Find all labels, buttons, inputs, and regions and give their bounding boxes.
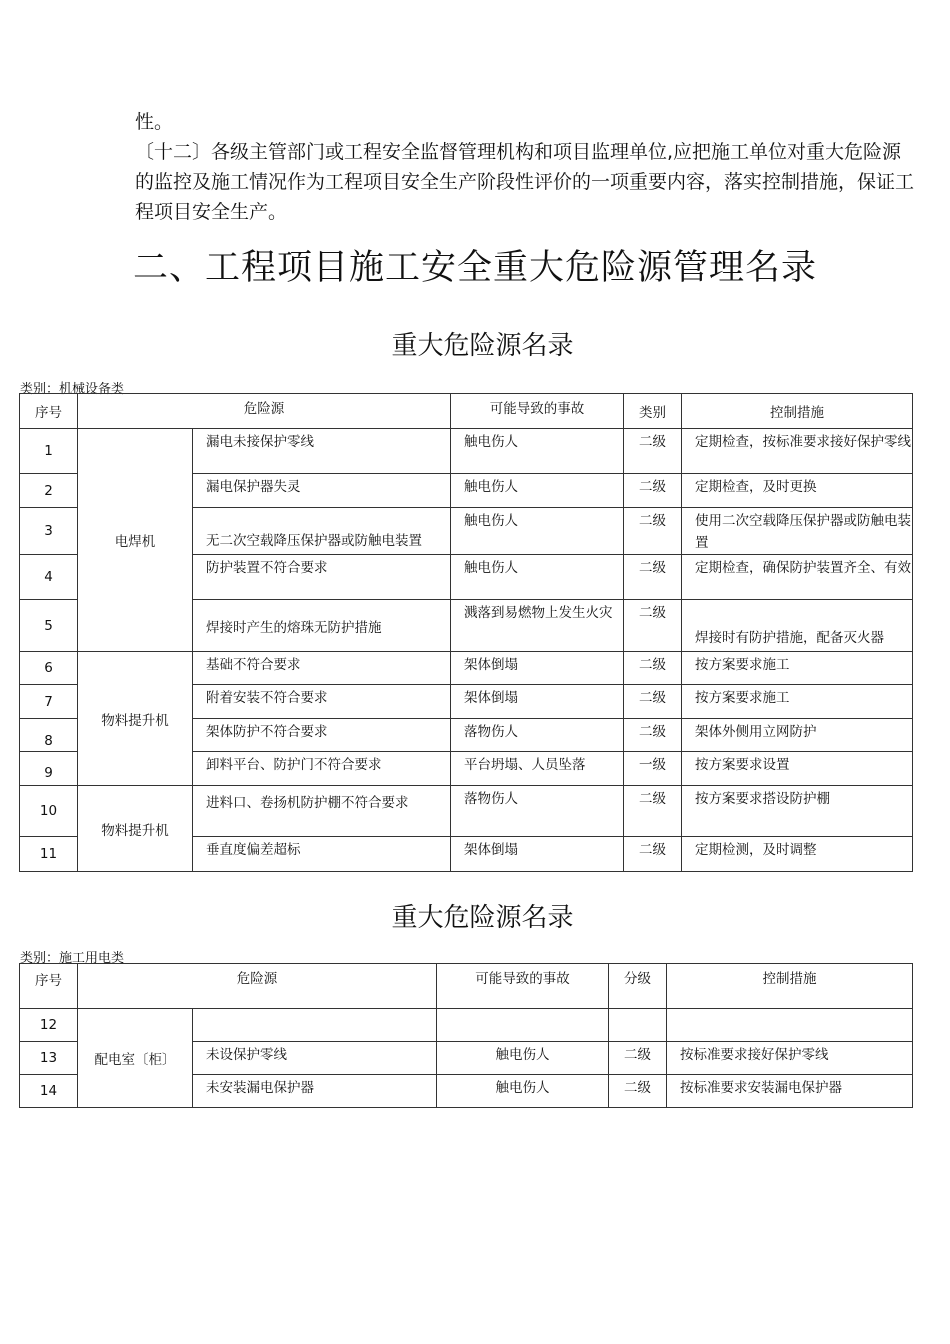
row-no: 2 [20, 474, 78, 508]
header-measure: 控制措施 [682, 394, 913, 429]
header-no: 序号 [20, 964, 78, 1009]
row-accident: 落物伤人 [451, 719, 624, 752]
paragraph-continuation: 性。 [135, 111, 174, 133]
row-level: 二级 [624, 508, 682, 555]
row-level: 一级 [624, 752, 682, 786]
row-hazard: 附着安装不符合要求 [193, 685, 451, 719]
row-accident: 触电伤人 [451, 429, 624, 474]
row-hazard: 焊接时产生的熔珠无防护措施 [193, 600, 451, 652]
table-header-row [20, 964, 913, 1009]
header-no: 序号 [20, 394, 78, 429]
row-no: 5 [20, 600, 78, 652]
row-no: 1 [20, 429, 78, 474]
row-hazard: 漏电未接保护零线 [193, 429, 451, 474]
row-no: 14 [20, 1075, 78, 1108]
row-measure: 架体外侧用立网防护 [682, 719, 913, 752]
row-accident [437, 1009, 609, 1042]
row-level: 二级 [624, 555, 682, 600]
row-level: 二级 [624, 652, 682, 685]
row-no: 6 [20, 652, 78, 685]
table2-title: 重大危险源名录 [391, 903, 574, 933]
row-no: 3 [20, 508, 78, 555]
row-no: 11 [20, 837, 78, 872]
row-measure: 定期检查，按标准要求接好保护零线 [682, 429, 913, 474]
group-hoist-a: 物料提升机 [78, 652, 193, 786]
row-measure: 定期检查，确保防护装置齐全、有效 [682, 555, 913, 600]
row-hazard: 架体防护不符合要求 [193, 719, 451, 752]
table-row [20, 429, 913, 474]
table1-category: 类别：机械设备类 [20, 382, 125, 397]
row-measure: 按方案要求施工 [682, 652, 913, 685]
row-hazard: 未安装漏电保护器 [193, 1075, 437, 1108]
row-measure [667, 1009, 913, 1042]
table-header-row [20, 394, 913, 429]
row-measure: 定期检测，及时调整 [682, 837, 913, 872]
row-measure: 定期检查，及时更换 [682, 474, 913, 508]
header-source: 危险源 [78, 964, 437, 1009]
row-hazard: 漏电保护器失灵 [193, 474, 451, 508]
row-level: 二级 [609, 1075, 667, 1108]
row-measure: 按方案要求设置 [682, 752, 913, 786]
row-measure: 按方案要求施工 [682, 685, 913, 719]
paragraph-item-12: 〔十二〕各级主管部门或工程安全监督管理机构和项目监理单位,应把施工单位对重大危险源的监控及施工情况作为工程项目安全生产阶段性评价的一项重要内容，落实控制措施，保证工程项目安全生产。 [135, 141, 915, 223]
table-row [20, 652, 913, 685]
table-row [20, 786, 913, 837]
row-hazard: 垂直度偏差超标 [193, 837, 451, 872]
header-accident: 可能导致的事故 [451, 394, 624, 429]
row-hazard: 防护装置不符合要求 [193, 555, 451, 600]
row-level [609, 1009, 667, 1042]
header-level: 分级 [609, 964, 667, 1009]
hazard-table-electrical [19, 963, 913, 1108]
row-accident: 架体倒塌 [451, 837, 624, 872]
row-no: 7 [20, 685, 78, 719]
row-measure: 按方案要求搭设防护棚 [682, 786, 913, 837]
row-accident: 架体倒塌 [451, 652, 624, 685]
row-no: 12 [20, 1009, 78, 1042]
header-accident: 可能导致的事故 [437, 964, 609, 1009]
row-hazard: 无二次空载降压保护器或防触电装置 [193, 508, 451, 555]
row-accident: 平台坍塌、人员坠落 [451, 752, 624, 786]
row-accident: 触电伤人 [437, 1075, 609, 1108]
row-accident: 触电伤人 [451, 555, 624, 600]
row-level: 二级 [624, 786, 682, 837]
header-level: 类别 [624, 394, 682, 429]
row-level: 二级 [609, 1042, 667, 1075]
group-distribution-room: 配电室〔柜〕 [78, 1009, 193, 1108]
row-accident: 溅落到易燃物上发生火灾 [451, 600, 624, 652]
row-level: 二级 [624, 600, 682, 652]
group-hoist-b: 物料提升机 [78, 786, 193, 872]
row-hazard: 进料口、卷扬机防护棚不符合要求 [193, 786, 451, 837]
row-level: 二级 [624, 837, 682, 872]
header-source: 危险源 [78, 394, 451, 429]
row-level: 二级 [624, 429, 682, 474]
table-row [20, 1009, 913, 1042]
row-no: 8 [20, 719, 78, 752]
row-no: 13 [20, 1042, 78, 1075]
table1-title: 重大危险源名录 [391, 331, 574, 361]
row-no: 9 [20, 752, 78, 786]
row-hazard [193, 1009, 437, 1042]
row-measure: 使用二次空载降压保护器或防触电装置 [682, 508, 913, 555]
row-no: 4 [20, 555, 78, 600]
row-measure: 焊接时有防护措施，配备灭火器 [682, 600, 913, 652]
row-level: 二级 [624, 685, 682, 719]
group-welder: 电焊机 [78, 429, 193, 652]
row-measure: 按标准要求安装漏电保护器 [667, 1075, 913, 1108]
row-level: 二级 [624, 474, 682, 508]
row-accident: 触电伤人 [451, 508, 624, 555]
row-hazard: 基础不符合要求 [193, 652, 451, 685]
row-accident: 架体倒塌 [451, 685, 624, 719]
table2-category: 类别：施工用电类 [20, 951, 125, 966]
row-no: 10 [20, 786, 78, 837]
row-accident: 落物伤人 [451, 786, 624, 837]
section-heading: 二、工程项目施工安全重大危险源管理名录 [133, 248, 818, 288]
row-measure: 按标准要求接好保护零线 [667, 1042, 913, 1075]
hazard-table-machinery [19, 393, 913, 872]
row-accident: 触电伤人 [437, 1042, 609, 1075]
row-accident: 触电伤人 [451, 474, 624, 508]
row-hazard: 卸料平台、防护门不符合要求 [193, 752, 451, 786]
header-measure: 控制措施 [667, 964, 913, 1009]
row-hazard: 未设保护零线 [193, 1042, 437, 1075]
row-level: 二级 [624, 719, 682, 752]
